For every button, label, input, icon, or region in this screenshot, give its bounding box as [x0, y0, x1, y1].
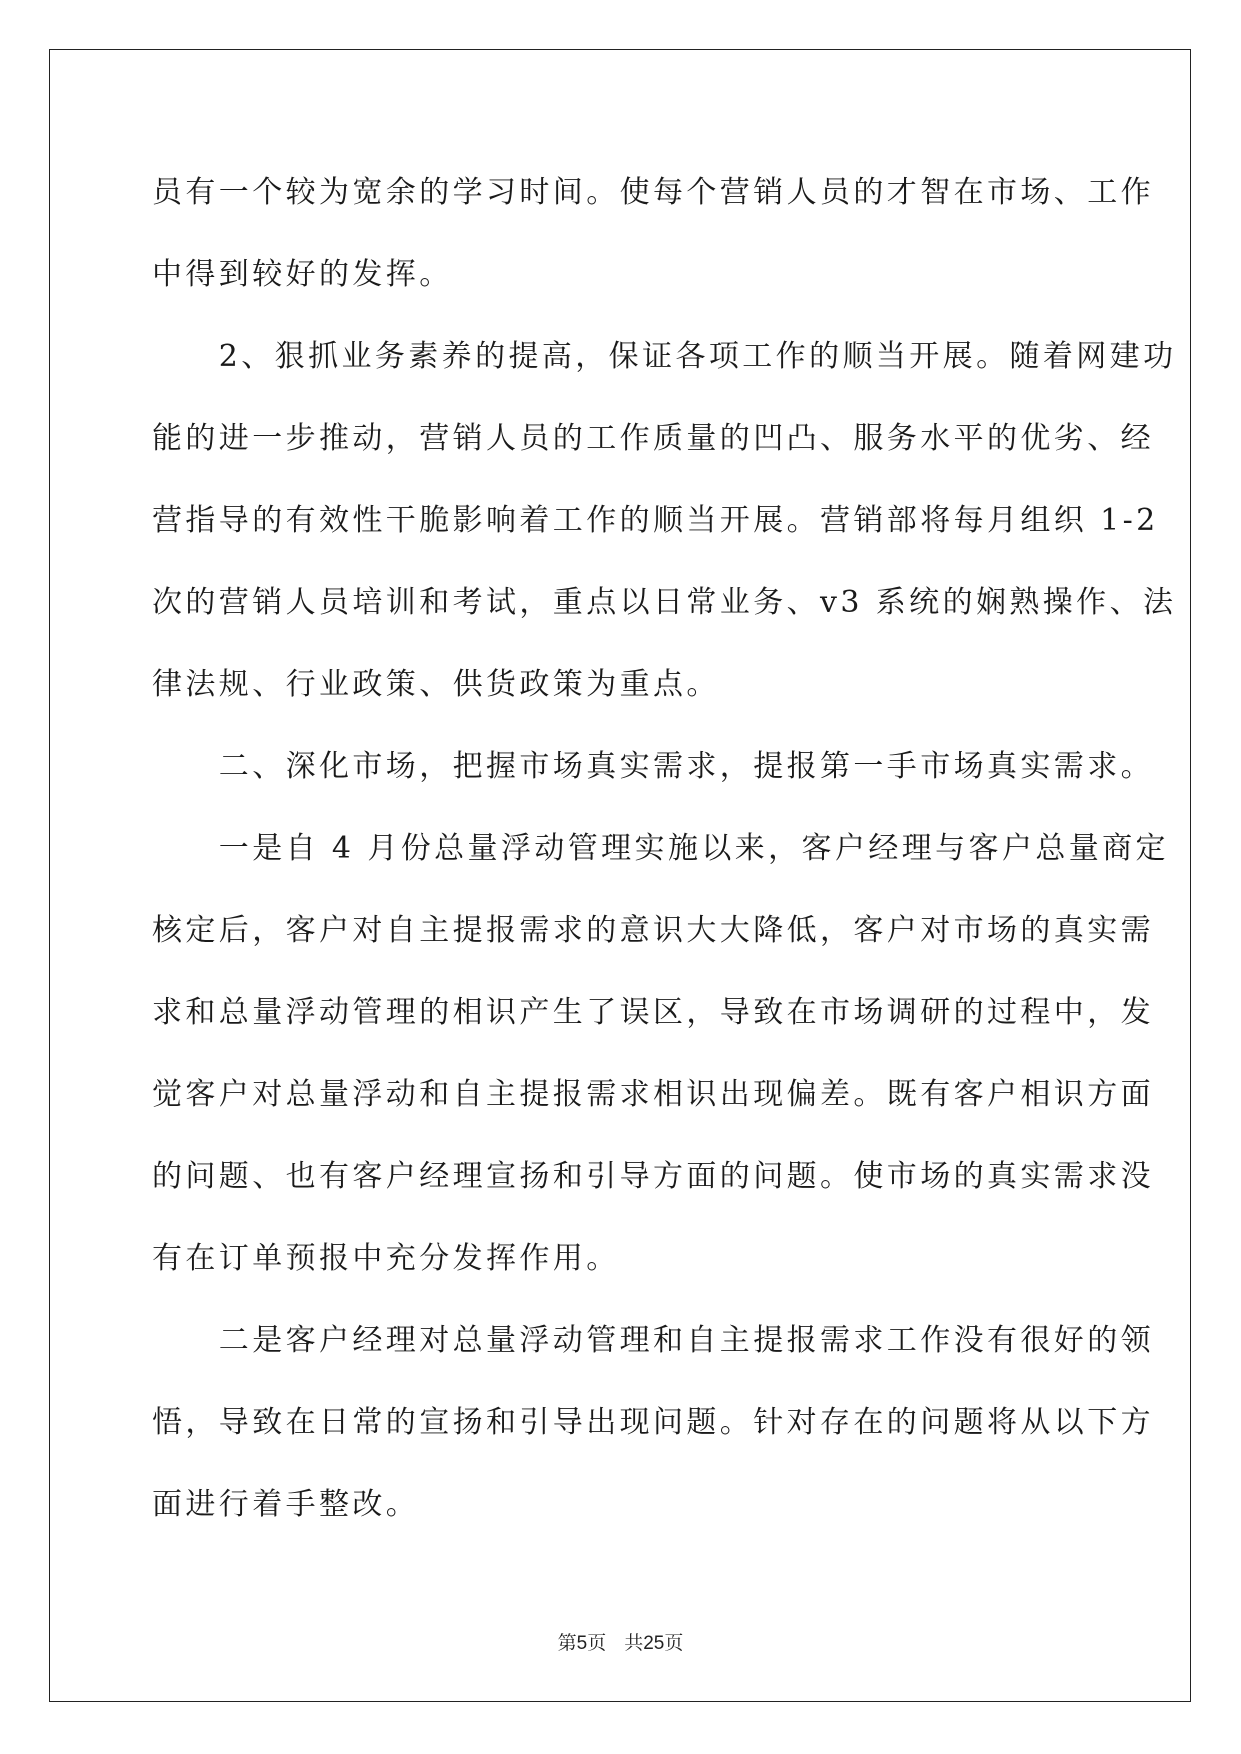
text-line: 2、狠抓业务素养的提高，保证各项工作的顺当开展。随着网建功: [152, 339, 1177, 374]
text-line: 的问题、也有客户经理宣扬和引导方面的问题。使市场的真实需求没: [152, 1159, 1154, 1194]
text-line: 有在订单预报中充分发挥作用。: [152, 1241, 620, 1276]
paragraph-4: [152, 808, 1169, 1300]
text-line: 悟，导致在日常的宣扬和引导出现问题。针对存在的问题将从以下方: [152, 1405, 1154, 1440]
text-line: 律法规、行业政策、供货政策为重点。: [152, 667, 720, 702]
text-line: 员有一个较为宽余的学习时间。使每个营销人员的才智在市场、工作: [152, 175, 1154, 210]
text-line: 二、深化市场，把握市场真实需求，提报第一手市场真实需求。: [152, 749, 1154, 784]
text-line: 能的进一步推动，营销人员的工作质量的凹凸、服务水平的优劣、经: [152, 421, 1154, 456]
document-body: [152, 152, 1177, 1546]
paragraph-2: [152, 316, 1177, 726]
page-number: 5: [576, 1633, 588, 1654]
text-line: 一是自 4 月份总量浮动管理实施以来，客户经理与客户总量商定: [152, 831, 1169, 866]
page-footer: [0, 1628, 1241, 1655]
total-suffix: 页: [664, 1632, 684, 1654]
text-line: 面进行着手整改。: [152, 1487, 420, 1522]
total-prefix: 共: [624, 1632, 644, 1654]
text-line: 二是客户经理对总量浮动管理和自主提报需求工作没有很好的领: [152, 1323, 1154, 1358]
page-prefix: 第: [557, 1632, 577, 1654]
text-line: 觉客户对总量浮动和自主提报需求相识出现偏差。既有客户相识方面: [152, 1077, 1154, 1112]
page-suffix: 页: [587, 1632, 607, 1654]
text-line: 求和总量浮动管理的相识产生了误区，导致在市场调研的过程中，发: [152, 995, 1154, 1030]
paragraph-3: [152, 726, 1154, 808]
text-line: 中得到较好的发挥。: [152, 257, 453, 292]
paragraph-5: [152, 1300, 1154, 1546]
text-line: 次的营销人员培训和考试，重点以日常业务、v3 系统的娴熟操作、法: [152, 585, 1177, 620]
paragraph-1: [152, 152, 1154, 316]
text-line: 营指导的有效性干脆影响着工作的顺当开展。营销部将每月组织 1-2: [152, 503, 1159, 538]
total-pages: 25: [643, 1633, 665, 1654]
text-line: 核定后，客户对自主提报需求的意识大大降低，客户对市场的真实需: [152, 913, 1154, 948]
